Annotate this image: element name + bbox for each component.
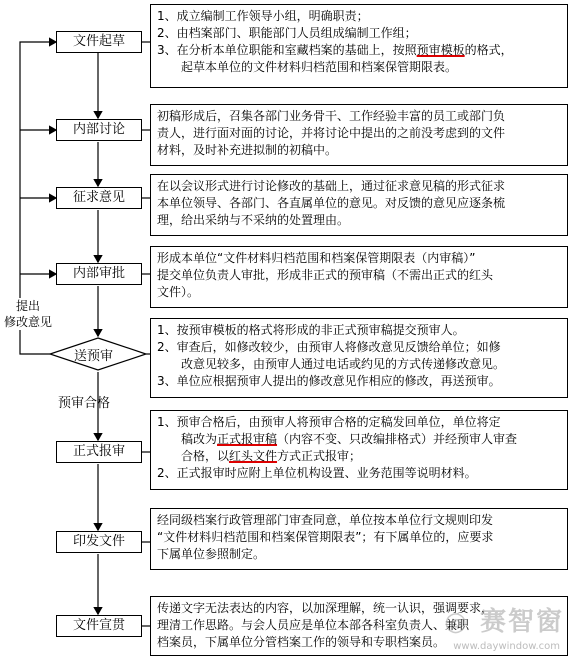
desc-approval-line-2: 提交单位负责人审批，形成非正式的预审稿（不需出正式的红头 (157, 268, 494, 282)
watermark-url: www.daywindow.com (453, 641, 560, 652)
feedback-label-line-2: 修改意见 (4, 315, 53, 329)
desc-prereview-line-1: 1、按预审模板的格式将形成的非正式预审稿提交预审人。 (157, 323, 465, 337)
desc-box-draft (150, 4, 568, 88)
desc-draft-highlight-0: 预审模板 (416, 43, 465, 57)
step-draft (56, 31, 142, 53)
desc-approval-line-1: 形成本单位“文件材料归档范围和档案保管期限表（内审稿）” (157, 251, 476, 265)
desc-formal-line-3-text: 合格，以红头文件方式正式报审； (157, 449, 362, 463)
step-draft-label: 文件起草 (72, 34, 125, 49)
step-pre-review-label: 送预审 (74, 349, 114, 364)
desc-box-issue-document (150, 508, 568, 570)
step-internal-discussion-label: 内部讨论 (72, 122, 125, 137)
desc-prereview-line-4: 3、单位应根据预审人提出的修改意见作相应的修改，再送预审。 (157, 374, 501, 388)
desc-draft-line-3 (157, 42, 561, 59)
step-internal-approval-label: 内部审批 (72, 266, 125, 281)
desc-formal-line-3 (157, 448, 561, 465)
desc-draft-line-1: 1、成立编制工作领导小组，明确职责； (157, 9, 369, 23)
desc-draft-line-2: 2、由档案部门、职能部门人员组成编制工作组； (157, 26, 417, 40)
feedback-label (4, 298, 52, 330)
desc-solicit-line-1: 在以会议形式进行讨论修改的基础上，通过征求意见稿的形式征求 (157, 179, 506, 193)
watermark-logo: ◎ 赛智窗 (444, 607, 564, 637)
desc-formal-line-2-text: 稿改为正式报审稿（内容不变、只改编排格式）并经预审人审查 (157, 432, 518, 446)
desc-publicize-line-1: 传递文字无法表达的内容，以加深理解，统一认识，强调要求， (157, 601, 494, 615)
step-publicize (56, 615, 142, 637)
step-solicit-opinion-label: 征求意见 (72, 190, 125, 205)
step-pre-review (74, 345, 113, 364)
step-issue-document-label: 印发文件 (72, 534, 125, 549)
desc-formal-line-2 (157, 431, 561, 448)
desc-issue-line-3: 下属单位参照制定。 (157, 547, 266, 561)
pass-label-text: 预审合格 (58, 396, 111, 411)
pass-label (58, 396, 110, 412)
desc-publicize-line-3: 档案员，下属单位分管档案工作的领导和专职档案员。 (157, 635, 446, 649)
step-solicit-opinion (56, 187, 142, 209)
desc-prereview-line-2: 2、审查后，如修改较少，由预审人将修改意见反馈给单位；如修 (157, 340, 501, 354)
desc-issue-line-2: “文件材料归档范围和档案保管期限表”；有下属单位的，应要求 (157, 530, 494, 544)
desc-draft-line-4: 起草本单位的文件材料归档范围和档案保管期限表。 (157, 60, 458, 74)
step-formal-review-label: 正式报审 (72, 444, 125, 459)
desc-solicit-line-3: 理，给出采纳与不采纳的处置理由。 (157, 213, 350, 227)
desc-discussion-line-2: 责人，进行面对面的讨论，并将讨论中提出的之前没考虑到的文件 (157, 126, 506, 140)
step-internal-discussion (56, 119, 142, 141)
desc-formal-l3-highlight-0: 红头文件 (229, 449, 278, 463)
desc-box-internal-discussion (150, 104, 568, 166)
desc-formal-l2-highlight-0: 正式报审稿 (217, 432, 278, 446)
step-issue-document (56, 531, 142, 553)
desc-box-formal-review (150, 410, 568, 490)
desc-box-internal-approval (150, 246, 568, 308)
desc-prereview-line-3: 改意见较多，由预审人通过电话或约见的方式传递修改意见。 (157, 357, 506, 371)
desc-discussion-line-3: 材料，及时补充进拟制的初稿中。 (157, 143, 338, 157)
desc-approval-line-3: 文件）。 (157, 285, 200, 299)
desc-formal-line-4: 2、正式报审时应附上单位机构设置、业务范围等说明材料。 (157, 466, 477, 480)
step-publicize-label: 文件宣贯 (72, 618, 125, 633)
desc-box-pre-review (150, 318, 568, 398)
desc-draft-line-3-text: 3、在分析本单位职能和室藏档案的基础上，按照预审模板的格式， (157, 43, 513, 57)
feedback-label-line-1: 提出 (16, 299, 41, 313)
step-formal-review (56, 441, 142, 463)
desc-issue-line-1: 经同级档案行政管理部门审查同意，单位按本单位行文规则印发 (157, 513, 494, 527)
step-internal-approval (56, 263, 142, 285)
desc-publicize-line-2: 理清工作思路。与会人员应是单位本部各科室负责人、兼职 (157, 618, 470, 632)
desc-formal-line-1: 1、预审合格后，由预审人将预审合格的定稿发回单位，单位将定 (157, 415, 501, 429)
desc-discussion-line-1: 初稿形成后，召集各部门业务骨干、工作经验丰富的员工或部门负 (157, 109, 506, 123)
desc-box-solicit-opinion (150, 174, 568, 236)
desc-solicit-line-2: 本单位领导、各部门、各直属单位的意见。对反馈的意见应逐条梳 (157, 196, 506, 210)
